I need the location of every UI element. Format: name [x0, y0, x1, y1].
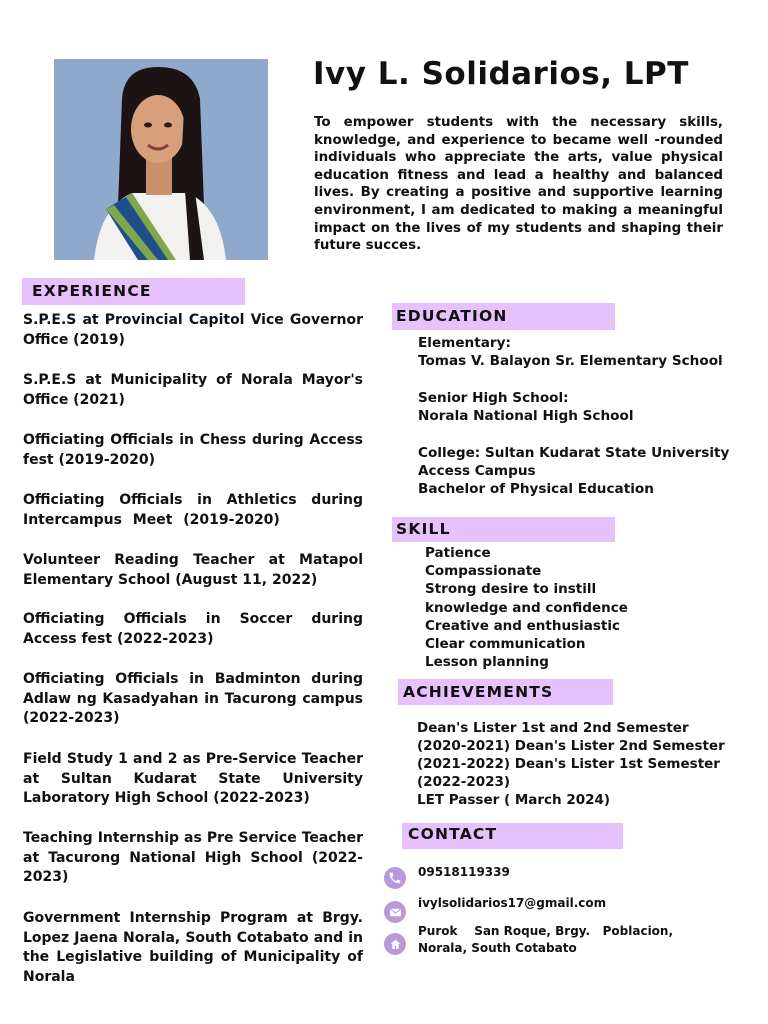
education-line: Senior High School: — [418, 390, 569, 406]
skill-item: Compassionate — [425, 563, 542, 580]
achievement-line: Dean's Lister 1st and 2nd Semester — [417, 720, 689, 736]
education-line: Bachelor of Physical Education — [418, 481, 654, 497]
candidate-name: Ivy L. Solidarios, LPT — [313, 56, 689, 92]
contact-heading: CONTACT — [402, 823, 623, 849]
education-line: Access Campus — [418, 463, 536, 479]
profile-photo — [54, 59, 268, 260]
phone-icon — [384, 867, 406, 889]
achievement-line: (2021-2022) Dean's Lister 1st Semester — [417, 756, 720, 772]
achievement-line: (2022-2023) — [417, 774, 511, 790]
experience-item: Field Study 1 and 2 as Pre-Service Teacher at Sultan Kudarat State University Laboratory High School (2022-2023) — [23, 751, 363, 806]
phone-number: 09518119339 — [418, 865, 510, 879]
education-line: Elementary: — [418, 335, 511, 351]
skill-item: Patience — [425, 545, 491, 561]
skill-list — [425, 544, 628, 671]
achievements-heading: ACHIEVEMENTS — [398, 679, 613, 705]
experience-item: S.P.E.S at Provincial Capitol Vice Governor Office (2019) — [23, 312, 363, 348]
experience-item: Officiating Officials in Chess during Access fest (2019-2020) — [23, 432, 363, 468]
education-line: Norala National High School — [418, 408, 634, 424]
skill-heading: SKILL — [392, 517, 615, 542]
mail-icon — [384, 901, 406, 923]
education-heading: EDUCATION — [392, 303, 615, 330]
experience-heading: EXPERIENCE — [22, 278, 245, 305]
experience-item: S.P.E.S at Municipality of Norala Mayor's Office (2021) — [23, 372, 363, 408]
education-line — [418, 370, 729, 389]
email-address[interactable]: ivylsolidarios17@gmail.com — [418, 896, 607, 910]
achievement-line: (2020-2021) Dean's Lister 2nd Semester — [417, 738, 725, 754]
experience-item: Officiating Officials in Soccer during Access fest (2022-2023) — [23, 611, 363, 647]
experience-item: Teaching Internship as Pre Service Teacher at Tacurong National High School (2022-2023) — [23, 830, 363, 885]
education-line: College: Sultan Kudarat State University — [418, 445, 730, 461]
education-line: Tomas V. Balayon Sr. Elementary School — [418, 353, 723, 369]
experience-item: Officiating Officials in Badminton during Adlaw ng Kasadyahan in Tacurong campus (2022-2023) — [23, 671, 363, 726]
experience-item: Government Internship Program at Brgy. Lopez Jaena Norala, South Cotabato and in the Legislative building of Municipality of Norala — [23, 910, 363, 985]
education-line — [418, 425, 729, 444]
address-line-1: Purok San Roque, Brgy. Poblacion, — [418, 924, 674, 938]
address-line-2: Norala, South Cotabato — [418, 941, 577, 955]
skill-item: Lesson planning — [425, 654, 549, 671]
skill-item: Clear communication — [425, 636, 586, 653]
education-details — [418, 334, 729, 498]
skill-item: Creative and enthusiastic — [425, 617, 620, 634]
achievement-line: LET Passer ( March 2024) — [417, 792, 611, 808]
home-icon — [384, 933, 406, 955]
career-objective: To empower students with the necessary skills, knowledge, and experience to became well -rounded individuals who appreciate the arts, value physical education fitness and lead a healthy and balanced lives. By creating a positive and supportive learning environment, I am dedicated to making a meaningful impact on the lives of my students and shaping their future succes. — [314, 115, 723, 254]
portrait-image — [54, 59, 268, 260]
address — [418, 923, 673, 957]
experience-item: Volunteer Reading Teacher at Matapol Elementary School (August 11, 2022) — [23, 552, 363, 588]
achievements-list — [417, 719, 725, 809]
skill-item: Strong desire to instill — [425, 581, 597, 598]
skill-item: knowledge and confidence — [425, 599, 628, 616]
experience-item: Officiating Officials in Athletics during Intercampus Meet (2019-2020) — [23, 492, 363, 528]
